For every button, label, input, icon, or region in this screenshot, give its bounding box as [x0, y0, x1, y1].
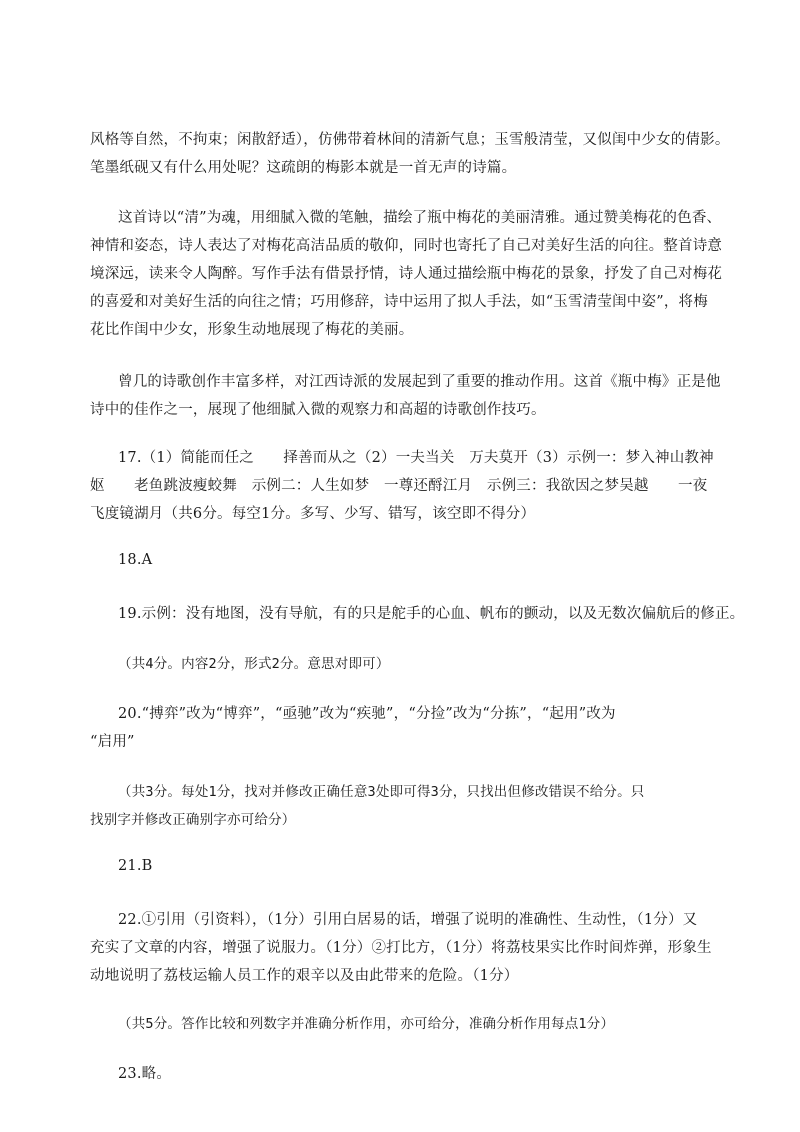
text-line: 充实了文章的内容，增强了说服力。（1分）②打比方，（1分）将荔枝果实比作时间炸弹，形象生 [90, 940, 712, 956]
text-line: 动地说明了荔枝运输人员工作的艰辛以及由此带来的危险。（1分） [90, 968, 519, 984]
scoring-note: （共3分。每处1分，找对并修改正确任意3处即可得3分，只找出但修改错误不给分。只 [118, 784, 645, 800]
text-line: 的喜爱和对美好生活的向往之情；巧用修辞，诗中运用了拟人手法，如“玉雪清莹闺中姿”，将梅 [90, 294, 708, 310]
text-line: 18.A [118, 552, 153, 568]
text-line: 这首诗以“清”为魂，用细腻入微的笔触，描绘了瓶中梅花的美丽清雅。通过赞美梅花的色香、 [118, 210, 722, 226]
text-line: 23.略。 [118, 1066, 172, 1082]
scoring-note: （共5分。答作比较和列数字并准确分析作用，亦可给分，准确分析作用每点1分） [118, 1016, 615, 1032]
text-line: 境深远，读来令人陶醉。写作手法有借景抒情，诗人通过描绘瓶中梅花的景象，抒发了自己对梅花 [90, 266, 723, 282]
text-line: 20.“搏弈”改为“博弈”，“亟驰”改为“疾驰”，“分捡”改为“分拣”，“起用”改为 [118, 706, 616, 722]
text-line: 风格等自然，不拘束；闲散舒适），仿佛带着林间的清新气息；玉雪般清莹，又似闺中少女的倩影。 [90, 132, 730, 148]
text-line: 19.示例：没有地图，没有导航，有的只是舵手的心血、帆布的颤动，以及无数次偏航后的修正。 [118, 606, 745, 622]
scoring-note: 找别字并修改正确别字亦可给分） [90, 812, 296, 828]
text-line: 22.①引用（引资料），（1分）引用白居易的话，增强了说明的准确性、生动性，（1分）又 [118, 912, 698, 928]
text-line: 21.B [118, 858, 153, 874]
scoring-note: （共4分。内容2分，形式2分。意思对即可） [118, 656, 390, 672]
text-line: 曾几的诗歌创作丰富多样，对江西诗派的发展起到了重要的推动作用。这首《瓶中梅》正是他 [118, 374, 721, 390]
text-line: “启用” [90, 734, 135, 750]
text-line: 飞度镜湖月（共6分。每空1分。多写、少写、错写，该空即不得分） [90, 506, 536, 522]
text-line: 诗中的佳作之一，展现了他细腻入微的观察力和高超的诗歌创作技巧。 [90, 402, 546, 418]
text-line: 神情和姿态，诗人表达了对梅花高洁品质的敬仰，同时也寄托了自己对美好生活的向往。整首诗意 [90, 238, 723, 254]
text-line: 花比作闺中少女，形象生动地展现了梅花的美丽。 [90, 322, 414, 338]
text-line: 17.（1）简能而任之 择善而从之（2）一夫当关 万夫莫开（3）示例一：梦入神山教神 [118, 450, 714, 466]
text-line: 笔墨纸砚又有什么用处呢？这疏朗的梅影本就是一首无声的诗篇。 [90, 160, 517, 176]
text-line: 妪 老鱼跳波瘦蛟舞 示例二：人生如梦 一尊还酹江月 示例三：我欲因之梦吴越 一夜 [90, 478, 708, 494]
